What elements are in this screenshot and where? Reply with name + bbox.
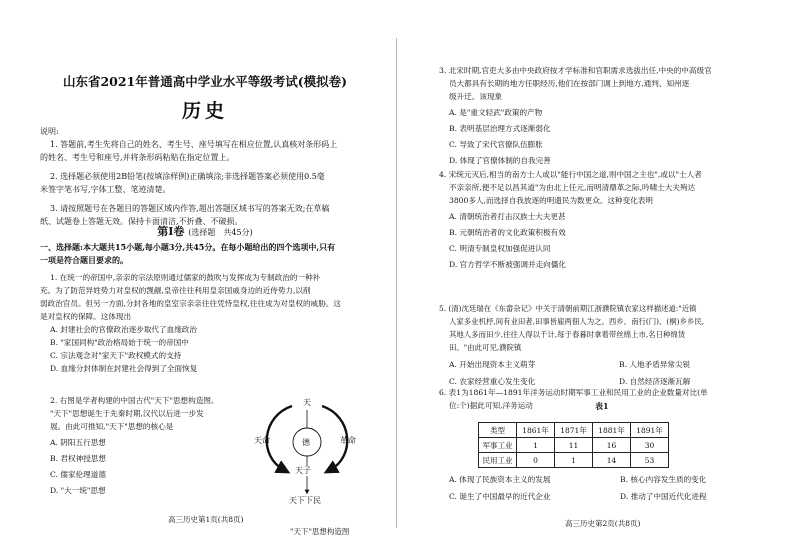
q2-option-c: C. 儒家伦理道德	[50, 470, 106, 479]
table-cell: 30	[631, 438, 669, 453]
table-cell: 53	[631, 453, 669, 468]
instruction-line: 1. 答题前,考生先将自己的姓名、考生号、座号填写在相应位置,认真核对条形码上	[50, 140, 338, 149]
q2-option-d: D. "大一统"思想	[50, 486, 106, 495]
q4-option-d: D. 官方哲学不断被强调并走向僵化	[449, 260, 566, 269]
diagram-mandate: 天命	[254, 436, 270, 445]
footer-right: 高三历史第2页(共8页)	[565, 519, 641, 528]
table-header-row	[479, 423, 669, 438]
table-cell: 1	[517, 438, 555, 453]
instruction-line: 米签字笔书写,字体工整、笔迹清楚。	[40, 185, 171, 194]
table-cell: 11	[555, 438, 593, 453]
diagram-revolution: 革命	[340, 436, 356, 445]
instruction-line: 3. 请按照题号在各题目的答题区域内作答,超出答题区域书写的答案无效;在草稿	[50, 204, 330, 213]
instruction-line: 纸、试题卷上答题无效。保持卡面清洁,不折叠、不破损。	[40, 217, 243, 226]
instruction-line: 的姓名、考生号和座号,并将条形码粘贴在指定位置上。	[40, 153, 235, 162]
q5-option-d: D. 自然经济逐渐瓦解	[619, 377, 691, 386]
q5-option-c: C. 农家经营重心发生变化	[449, 377, 536, 386]
instructions-heading: 说明:	[40, 127, 59, 136]
table-header-cell: 1871年	[555, 423, 593, 438]
question-1: 1. 在统一的帝国中,亲亲的宗法原则通过儒家的鼓吹与发挥成为专制政治的一种补 充。为了防范异姓势力对皇权的觊觎,皇帝往往利用皇亲国戚身边的近侍势力,以削 弱政治官员。但另一方面,分封各地的皇室宗亲亲往往凭恃皇权,往往成为对皇权的威胁。这 是对皇权的保障。这体现出 A. 封建社会的官僚政治逐步取代了血缘政治 B. "家国同构"政治格局始于统一的帝国中 C. 宗法观念对"家天下"政权模式的支持 D. 血缘分封体制在封建社会得到了全面恢复	[40, 273, 341, 373]
table-header-cell: 1881年	[593, 423, 631, 438]
section-title: 第Ⅰ卷 (选择题 共45分)	[157, 225, 253, 238]
diagram-virtue: 德	[302, 438, 310, 447]
q2-option-b: B. 君权神授思想	[50, 454, 106, 463]
question-4: 4. 宋统元灭后,相当的南方士人或以"能行中国之道,则中国之主也",或以"士人者 不亲亲所,便不足以昌其道"为由北上任元,而明清鼎革之际,吟啸士大夫殉达 3800多人,而选择自我放逐的明遗民为数更众。这种变化表明 A. 清朝统治者打击汉族士大夫更甚 B. 元朝统治者的文化政策积极有效 C. 明清专制皇权加强促进认同 D. 官方哲学不断被强调并走向僵化	[439, 170, 702, 269]
q5-option-a: A. 开始出现资本主义萌芽	[449, 360, 536, 369]
q4-option-b: B. 元朝统治者的文化政策积极有效	[449, 228, 566, 237]
table-cell: 16	[593, 438, 631, 453]
question-5: 5. (清)沈廷瑞在《东畲杂记》中关于清朝前期江浙濮院镇农家这样描述道:"近镇 人家多业机杼,间有业田者,田事皆雇两佃人为之。西乡、南行(门)、(桐)乡乡民, 其地人多而田少,往往人得以千计,每于春暮时拿着带丝绵上市,名日种绵赁 田。"由此可见,濮院镇	[439, 304, 705, 352]
table-header-cell: 类型	[479, 423, 517, 438]
table-cell: 14	[593, 453, 631, 468]
table-cell: 军事工业	[479, 438, 517, 453]
diagram-people: 天下下民	[289, 496, 321, 505]
q6-option-b: B. 核心内容发生质的变化	[620, 475, 707, 484]
q2-stem: 2. 右图是学者构建的中国古代"天下"思想构造图。	[50, 396, 219, 405]
table-cell: 1	[555, 453, 593, 468]
section-intro: 一、选择题:本大题共15小题,每小题3分,共45分。在每小题给出的四个选项中,只有 一项是符合题目要求的。	[40, 242, 336, 265]
q1-option-a: A. 封建社会的官僚政治逐步取代了血缘政治	[50, 325, 197, 334]
question-2: 2. 右图是学者构建的中国古代"天下"思想构造图。 "天下"思想诞生于先秦时期,汉代以后进一步发 展。由此可推知,"天下"思想的核心是 A. 阴阳五行思想 B. 君权神授思想 C. 儒家伦理道德 D. "大一统"思想	[40, 394, 219, 497]
q3-option-a: A. 是"重文轻武"政策的产物	[449, 108, 543, 117]
diagram-son-of-heaven: 天子	[295, 466, 311, 475]
footer-left: 高三历史第1页(共8页)	[168, 515, 244, 524]
q2-option-a: A. 阴阳五行思想	[50, 438, 106, 447]
q4-stem: 4. 宋统元灭后,相当的南方士人或以"能行中国之道,则中国之主也",或以"士人者	[439, 170, 702, 179]
instructions	[40, 125, 337, 228]
diagram-heaven: 天	[303, 398, 311, 407]
table-1	[478, 422, 669, 468]
q3-option-d: D. 体现了官僚体制的自我完善	[449, 156, 551, 165]
q1-option-d: D. 血缘分封体制在封建社会得到了全面恢复	[50, 364, 198, 373]
q6-stem-cont: 位:个)据此可知,洋务运动	[449, 401, 533, 410]
diagram-caption: "天下"思想构造图	[290, 527, 350, 536]
q1-option-c: C. 宗法观念对"家天下"政权模式的支持	[50, 351, 182, 360]
q3-stem: 3. 北宋时期,官吏大多由中央政府按才学标准和官职需求选拔出任,中央的中高级官	[439, 66, 712, 75]
q5-stem: 5. (清)沈廷瑞在《东畲杂记》中关于清朝前期江浙濮院镇农家这样描述道:"近镇	[439, 304, 697, 313]
q1-stem: 1. 在统一的帝国中,亲亲的宗法原则通过儒家的鼓吹与发挥成为专制政治的一种补	[50, 273, 321, 282]
q3-option-b: B. 表明基层治理方式逐渐弱化	[449, 124, 551, 133]
exam-title: 山东省2021年普通高中学业水平等级考试(模拟卷)	[62, 74, 348, 89]
q3-option-c: C. 导致了宋代官僚队伍膨胀	[449, 140, 543, 149]
q4-option-a: A. 清朝统治者打击汉族士大夫更甚	[449, 212, 566, 221]
q6-option-a: A. 体现了民族资本主义的发展	[449, 475, 551, 484]
question-3: 3. 北宋时期,官吏大多由中央政府按才学标准和官职需求选拔出任,中央的中高级官 员大都具有长期的地方任职经历,他们在按部门调上到地方,通判、知州逐 级升迁。该现象 A. 是"重文轻武"政策的产物 B. 表明基层治理方式逐渐弱化 C. 导致了宋代官僚队伍膨胀 D. 体现了官僚体制的自我完善	[439, 66, 712, 165]
table-header-cell: 1891年	[631, 423, 669, 438]
section-note: (选择题 共45分)	[188, 228, 253, 237]
table-row	[479, 453, 669, 468]
q5-option-b: B. 人地矛盾异常尖锐	[619, 360, 691, 369]
q6-option-d: D. 推动了中国近代化进程	[620, 492, 707, 501]
table-header-cell: 1861年	[517, 423, 555, 438]
tianxia-diagram	[252, 396, 362, 514]
table-cell: 民用工业	[479, 453, 517, 468]
table-caption: 表1	[595, 401, 609, 411]
table-row	[479, 438, 669, 453]
subject-title: 历史	[181, 100, 228, 122]
q6-stem: 6. 表1为1861年—1891年洋务运动时期军事工业和民用工业的企业数量对比(单	[439, 388, 708, 397]
table-cell: 0	[517, 453, 555, 468]
q4-option-c: C. 明清专制皇权加强促进认同	[449, 244, 551, 253]
q1-option-b: B. "家国同构"政治格局始于统一的帝国中	[50, 338, 189, 347]
q6-option-c: C. 诞生了中国最早的近代企业	[449, 492, 551, 501]
instruction-line: 2. 选择题必须使用2B铅笔(按填涂样例)正确填涂;非选择题答案必须使用0.5毫	[50, 172, 325, 181]
